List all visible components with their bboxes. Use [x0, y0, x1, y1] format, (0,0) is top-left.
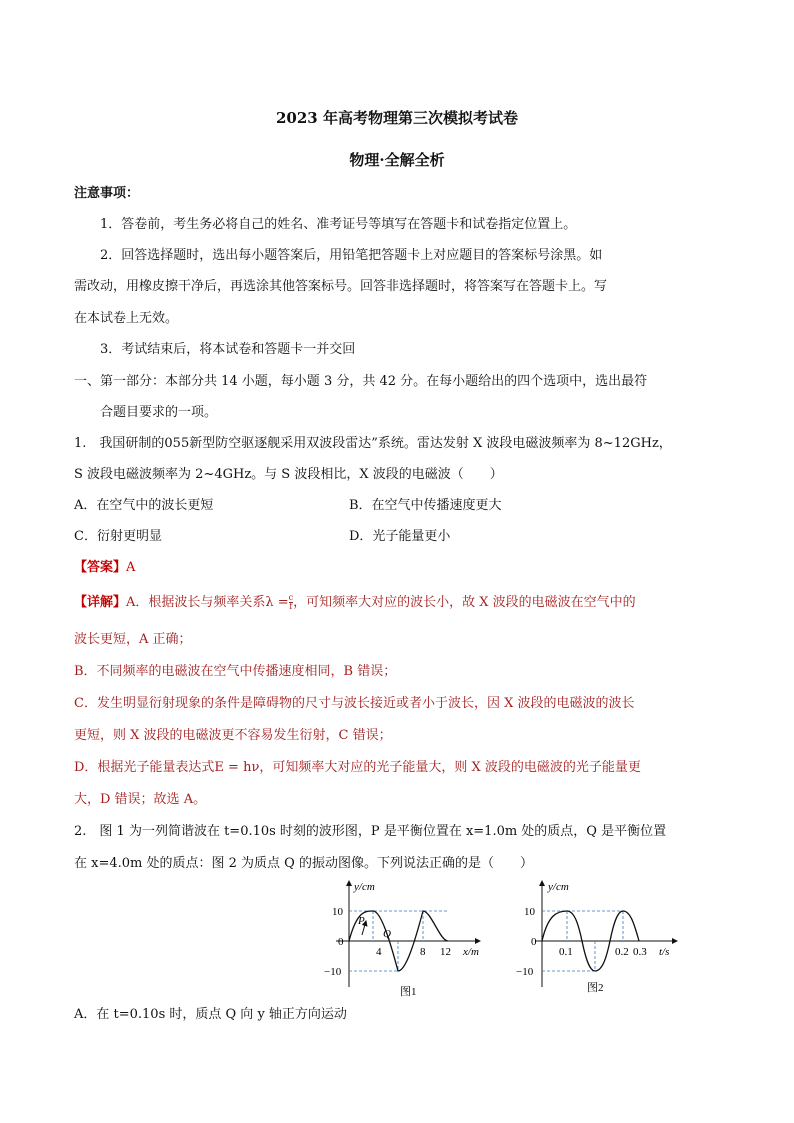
q1-explain-a	[74, 594, 636, 612]
q1-stem-line1: 1. 我国研制的055新型防空驱逐舰采用双波段雷达”系统。雷达发射 X 波段电磁波频率为 8~12GHz，	[74, 436, 672, 451]
q2-option-a: A．在 t=0.10s 时，质点 Q 向 y 轴正方向运动	[74, 1007, 347, 1022]
q1-explain-a-cont: 波长更短，A 正确；	[74, 632, 192, 647]
q1-option-c: C．衍射更明显	[74, 529, 162, 544]
fig1-ytick-top: 10	[332, 906, 343, 918]
page-subtitle: 物理·全解全析	[349, 151, 445, 169]
note-item-1: 1．答卷前，考生务必将自己的姓名、准考证号等填写在答题卡和试卷指定位置上。	[100, 217, 577, 232]
fig1-xlabel: x/m	[463, 946, 479, 958]
q1-option-b: B．在空气中传播速度更大	[349, 498, 502, 513]
explain-label: 【详解】	[74, 595, 127, 610]
fig2-xtick-3: 0.3	[633, 946, 647, 958]
fig1-xtick-8: 8	[420, 946, 426, 958]
fig1-point-q: Q	[383, 928, 391, 940]
formula-lhs: λ =	[265, 595, 289, 610]
formula-den: f	[289, 602, 293, 611]
q1-explain-c: C．发生明显衍射现象的条件是障碍物的尺寸与波长接近或者小于波长，因 X 波段的电磁波的波长	[74, 696, 635, 711]
note-item-2: 2．回答选择题时，选出每小题答案后，用铅笔把答题卡上对应题目的答案标号涂黑。如	[100, 248, 603, 263]
fig1-ytick-zero: 0	[338, 936, 344, 948]
q1-answer	[74, 559, 135, 577]
note-item-3: 3．考试结束后，将本试卷和答题卡一并交回	[100, 342, 356, 357]
figure-1-waveform	[320, 875, 490, 1005]
q1-explain-c-cont: 更短，则 X 波段的电磁波更不容易发生衍射，C 错误；	[74, 728, 392, 743]
figure-2-vibration	[515, 875, 685, 1005]
page-title: 2023 年高考物理第三次模拟考试卷	[276, 109, 518, 127]
answer-label: 【答案】	[74, 560, 127, 575]
note-item-2-cont-2: 在本试卷上无效。	[74, 311, 179, 326]
notes-heading: 注意事项：	[74, 186, 140, 201]
section-heading: 一、第一部分：本部分共 14 小题，每小题 3 分，共 42 分。在每小题给出的四个选项中，选出最符	[74, 374, 648, 389]
fig1-ylabel: y/cm	[354, 881, 375, 893]
fig1-caption: 图1	[400, 986, 417, 998]
section-heading-cont: 合题目要求的一项。	[100, 405, 218, 420]
fig2-xtick-2: 0.2	[615, 946, 629, 958]
fig2-ytick-bottom: −10	[516, 966, 534, 978]
explain-a-pre: A．根据波长与频率关系	[126, 595, 266, 610]
q1-stem-line2: S 波段电磁波频率为 2~4GHz。与 S 波段相比，X 波段的电磁波（ ）	[74, 467, 503, 482]
fig1-ytick-bottom: −10	[324, 966, 342, 978]
fig2-xlabel: t/s	[659, 946, 670, 958]
fig1-xtick-4: 4	[376, 946, 382, 958]
fig1-point-p: P	[358, 915, 365, 927]
fig2-ytick-zero: 0	[531, 936, 537, 948]
q2-stem-line1: 2. 图 1 为一列简谐波在 t=0.10s 时刻的波形图，P 是平衡位置在 x=1.0m 处的质点，Q 是平衡位置	[74, 824, 667, 839]
fig2-xtick-1: 0.1	[559, 946, 573, 958]
q1-option-a: A．在空气中的波长更短	[74, 498, 214, 513]
fig1-xtick-12: 12	[440, 946, 451, 958]
q1-option-d: D．光子能量更小	[349, 529, 451, 544]
fig2-ytick-top: 10	[524, 906, 535, 918]
explain-a-post: ，可知频率大对应的波长小，故 X 波段的电磁波在空气中的	[293, 595, 636, 610]
fig2-ylabel: y/cm	[548, 881, 569, 893]
formula-num: c	[288, 593, 294, 602]
fig2-caption: 图2	[587, 982, 604, 994]
q1-explain-d: D．根据光子能量表达式E = hν，可知频率大对应的光子能量大，则 X 波段的电磁波的光子能量更	[74, 760, 641, 775]
q2-stem-line2: 在 x=4.0m 处的质点：图 2 为质点 Q 的振动图像。下列说法正确的是（ ）	[74, 856, 533, 871]
q1-explain-d-cont: 大，D 错误；故选 A。	[74, 792, 207, 807]
q1-explain-b: B．不同频率的电磁波在空气中传播速度相同，B 错误；	[74, 664, 397, 679]
note-item-2-cont-1: 需改动，用橡皮擦干净后，再选涂其他答案标号。回答非选择题时，将答案写在答题卡上。写	[74, 279, 608, 294]
answer-value: A	[126, 560, 136, 575]
